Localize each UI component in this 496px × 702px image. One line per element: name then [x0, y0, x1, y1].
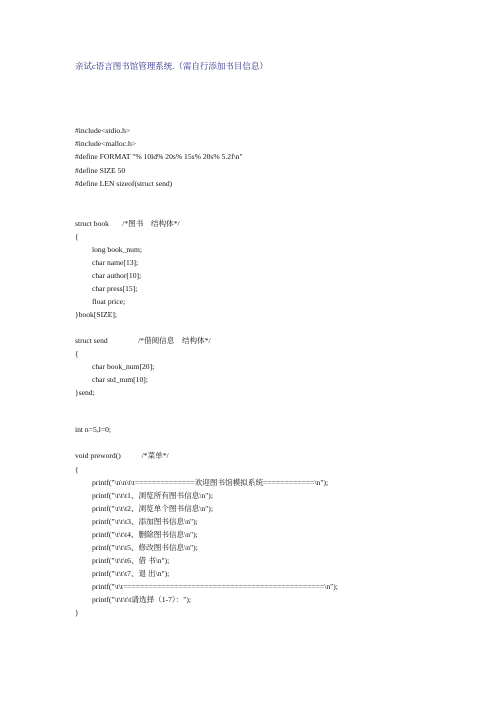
- code-line: int n=5,l=0;: [75, 425, 111, 434]
- code-line: char author[10];: [92, 271, 142, 280]
- code-line: #define SIZE 50: [75, 166, 126, 175]
- code-line: printf("\t\t\t\t请选择（1-7）：");: [92, 595, 192, 604]
- code-line: long book_num;: [92, 245, 142, 254]
- code-line: float price;: [92, 297, 126, 306]
- code-line: {: [75, 232, 79, 241]
- code-line: printf("\t\t\t1、浏览所有图书信息\n");: [92, 491, 213, 500]
- code-line: printf("\t\t===============================================\n");: [92, 582, 338, 591]
- code-line: printf("\t\t\t2、浏览单个图书信息\n");: [92, 504, 213, 513]
- code-line: printf("\t\t\t5、修改图书信息\n");: [92, 543, 198, 552]
- code-line: }book[SIZE];: [75, 310, 118, 319]
- document-title: 亲试c语言图书馆管理系统.（需自行添加书目信息）: [75, 61, 268, 71]
- code-line: #include<malloc.h>: [75, 139, 137, 148]
- code-line: #define FORMAT "% 10ld% 20s% 15s% 20s% 5.2f\n": [75, 152, 243, 161]
- code-line: }: [75, 608, 79, 617]
- code-line: char name[13];: [92, 258, 139, 267]
- code-line: char book_num[20];: [92, 362, 155, 371]
- code-line: {: [75, 465, 79, 474]
- code-line: char press[15];: [92, 284, 138, 293]
- code-line: char std_num[10];: [92, 375, 148, 384]
- code-line: printf("\t\t\t3、添加图书信息\n");: [92, 517, 198, 526]
- code-line: printf("\t\t\t4、删除图书信息\n");: [92, 530, 198, 539]
- code-line: struct send /*借阅信息 结构体*/: [75, 336, 211, 345]
- code-line: printf("\t\t\t6、借 书\n");: [92, 556, 170, 565]
- code-line: printf("\t\t\t7、退 出\n");: [92, 569, 170, 578]
- code-line: struct book /*图书 结构体*/: [75, 219, 180, 228]
- code-line: #include<stdio.h>: [75, 126, 131, 135]
- code-line: void preword() /*菜单*/: [75, 451, 169, 460]
- code-line: printf("\n\n\t\t==============欢迎图书馆模拟系统============\n");: [92, 478, 329, 487]
- code-line: }send;: [75, 388, 95, 397]
- code-line: #define LEN sizeof(struct send): [75, 179, 173, 188]
- code-line: {: [75, 349, 79, 358]
